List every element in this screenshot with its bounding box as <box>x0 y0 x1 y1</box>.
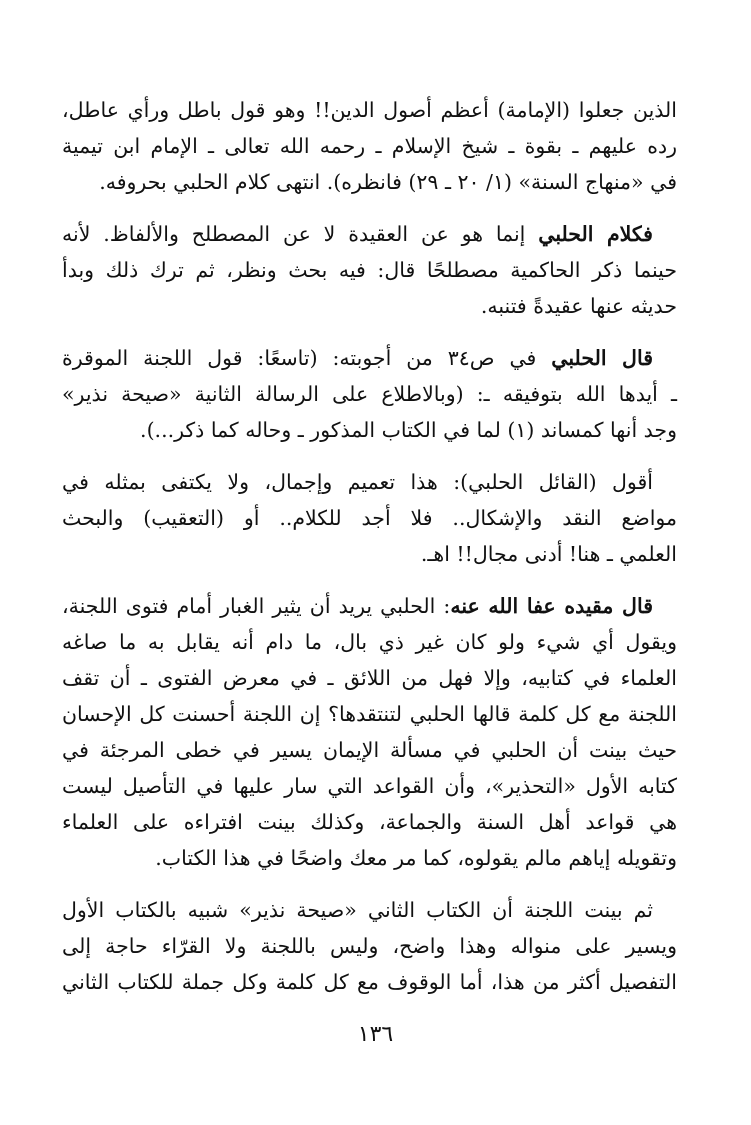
paragraph-4 <box>62 464 677 572</box>
text-line-rest: في ص٣٤ من أجوبته: (تاسعًا: قول اللجنة الموقرة <box>62 346 552 370</box>
text-line <box>62 588 677 624</box>
paragraph-lead: فكلام الحلبي <box>538 222 653 246</box>
text-line: وتقويله إياهم مالم يقولوه، كما مر معك واضحًا في هذا الكتاب. <box>155 846 677 870</box>
text-line: التفصيل أكثر من هذا، أما الوقوف مع كل كلمة وكل جملة للكتاب الثاني <box>62 970 677 994</box>
page-number: ١٣٦ <box>357 1022 394 1047</box>
page-body <box>62 92 677 1016</box>
paragraph-5 <box>62 588 677 876</box>
text-line <box>62 340 677 376</box>
paragraph-3 <box>62 340 677 448</box>
text-line: الذين جعلوا (الإمامة) أعظم أصول الدين!! وهو قول باطل ورأي عاطل، <box>62 98 677 122</box>
text-line: ويقول أي شيء ولو كان غير ذي بال، ما دام أنه يقابل به ما صاغه <box>62 630 677 654</box>
text-line: رده عليهم ـ بقوة ـ شيخ الإسلام ـ رحمه الله تعالى ـ الإمام ابن تيمية <box>62 134 677 158</box>
text-line: اللجنة مع كل كلمة قالها الحلبي لتنتقدها؟ إن اللجنة أحسنت كل الإحسان <box>62 702 677 726</box>
paragraph-lead: قال الحلبي <box>551 346 654 370</box>
text-line-rest: إنما هو عن العقيدة لا عن المصطلح والألفاظ. لأنه <box>62 222 539 246</box>
paragraph-2 <box>62 216 677 324</box>
text-line: في «منهاج السنة» (١/ ٢٠ ـ ٢٩) فانظره). انتهى كلام الحلبي بحروفه. <box>99 170 677 194</box>
paragraph-6 <box>62 892 677 1000</box>
text-line: كتابه الأول «التحذير»، وأن القواعد التي سار عليها في التأصيل ليست <box>62 774 677 798</box>
text-line: ـ أيدها الله بتوفيقه ـ: (وبالاطلاع على الرسالة الثانية «صيحة نذير» <box>62 382 677 406</box>
text-line <box>62 216 677 252</box>
text-line: حينما ذكر الحاكمية مصطلحًا قال: فيه بحث ونظر، ثم ترك ذلك وبدأ <box>62 258 677 282</box>
text-line-rest: : الحلبي يريد أن يثير الغبار أمام فتوى اللجنة، <box>62 594 451 618</box>
text-line: العلمي ـ هنا! أدنى مجال!! اهـ. <box>420 542 677 566</box>
text-line: مواضع النقد والإشكال.. فلا أجد للكلام.. أو (التعقيب) والبحث <box>62 506 677 530</box>
text-line: ويسير على منواله وهذا واضح، وليس باللجنة ولا القرّاء حاجة إلى <box>62 934 677 958</box>
text-line: وجد أنها كمساند (١) لما في الكتاب المذكور ـ وحاله كما ذكر...). <box>140 418 677 442</box>
text-line: حيث بينت أن الحلبي في مسألة الإيمان يسير في خطى المرجئة في <box>62 738 677 762</box>
text-line: حديثه عنها عقيدةً فتنبه. <box>480 294 677 318</box>
paragraph-1 <box>62 92 677 200</box>
paragraph-lead: قال مقيده عفا الله عنه <box>450 594 653 618</box>
text-line: العلماء في كتابيه، وإلا فهل من اللائق ـ في معرض الفتوى ـ أن تقف <box>62 666 677 690</box>
text-line: أقول (القائل الحلبي): هذا تعميم وإجمال، ولا يكتفى بمثله في <box>62 470 653 494</box>
text-line: هي قواعد أهل السنة والجماعة، وكذلك بينت افتراءه على العلماء <box>62 810 677 834</box>
text-line: ثم بينت اللجنة أن الكتاب الثاني «صيحة نذير» شبيه بالكتاب الأول <box>62 898 653 922</box>
